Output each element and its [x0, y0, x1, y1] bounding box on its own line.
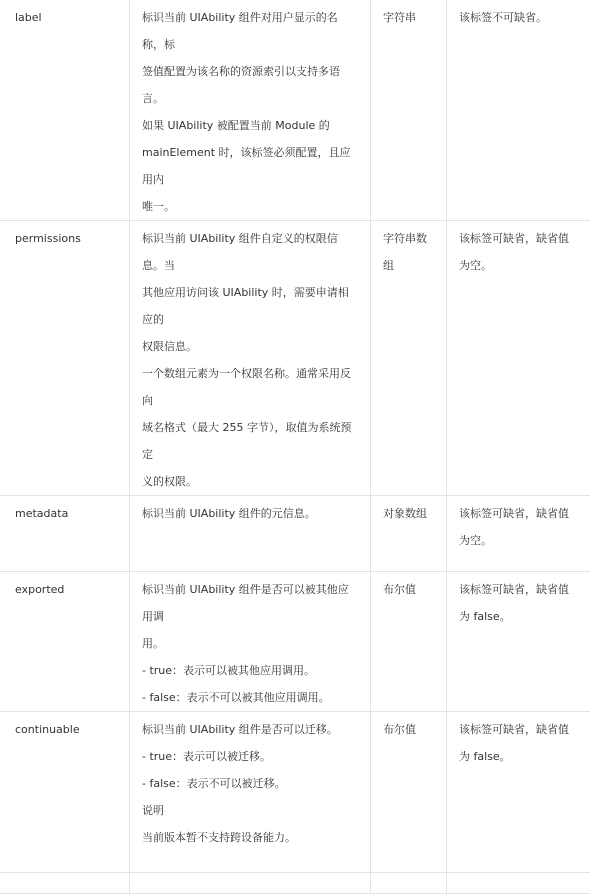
attr-required-cell: [447, 572, 590, 712]
attr-type: 布尔值: [383, 576, 438, 603]
attr-name-cell: [0, 712, 130, 873]
attr-desc-line: - true：表示可以被其他应用调用。: [142, 657, 358, 684]
empty-cell: [371, 873, 447, 894]
empty-cell: [447, 873, 590, 894]
attr-desc-cell: [130, 496, 371, 572]
attr-desc-cell: [130, 0, 371, 221]
table-row-metadata: [0, 496, 590, 572]
attr-desc-line: 权限信息。: [142, 333, 358, 360]
attr-type-cell: [371, 496, 447, 572]
attr-desc-line: 如果 UIAbility 被配置当前 Module 的: [142, 112, 358, 139]
attr-required-cell: [447, 712, 590, 873]
note-text: 当前版本暂不支持跨设备能力。: [142, 824, 358, 851]
attr-desc-line: 其他应用访问该 UIAbility 时，需要申请相应的: [142, 279, 358, 333]
table-row-continuable: [0, 712, 590, 873]
attr-desc-line: 义的权限。: [142, 468, 358, 495]
attr-desc-line: 标识当前 UIAbility 组件是否可以被其他应用调: [142, 576, 358, 630]
attr-type: 对象数组: [383, 500, 438, 527]
attr-desc-cell: [130, 572, 371, 712]
attr-required: 该标签不可缺省。: [459, 4, 579, 31]
attr-type: 字符串数: [383, 225, 438, 252]
attr-desc-line: 标识当前 UIAbility 组件的元信息。: [142, 500, 358, 527]
attr-required: 该标签可缺省，缺省值: [459, 225, 579, 252]
attr-required: 该标签可缺省，缺省值: [459, 716, 579, 743]
attr-desc-line: 标识当前 UIAbility 组件是否可以迁移。: [142, 716, 358, 743]
attr-required: 为空。: [459, 252, 579, 279]
attr-desc-line: - true：表示可以被迁移。: [142, 743, 358, 770]
note-label: 说明: [142, 797, 358, 824]
attr-required-cell: [447, 221, 590, 496]
attr-required: 为空。: [459, 527, 579, 554]
attr-required-cell: [447, 496, 590, 572]
attr-name: label: [15, 4, 117, 31]
attr-name-cell: [0, 221, 130, 496]
attr-desc-line: 标识当前 UIAbility 组件自定义的权限信息。当: [142, 225, 358, 279]
attr-name-cell: [0, 496, 130, 572]
attr-desc-line: - false：表示不可以被迁移。: [142, 770, 358, 797]
attr-name-cell: [0, 572, 130, 712]
empty-cell: [130, 873, 371, 894]
attr-name: exported: [15, 576, 117, 603]
attr-desc-line: mainElement 时，该标签必须配置，且应用内: [142, 139, 358, 193]
attr-type-cell: [371, 221, 447, 496]
attr-type: 组: [383, 252, 438, 279]
empty-cell: [0, 873, 130, 894]
attr-desc-line: 标识当前 UIAbility 组件对用户显示的名称，标: [142, 4, 358, 58]
attr-desc-line: 用。: [142, 630, 358, 657]
attr-desc-line: 签值配置为该名称的资源索引以支持多语言。: [142, 58, 358, 112]
attr-required: 该标签可缺省，缺省值: [459, 500, 579, 527]
attr-type-cell: [371, 712, 447, 873]
attr-name-cell: [0, 0, 130, 221]
attr-desc-line: 唯一。: [142, 193, 358, 220]
attr-desc-line: - false：表示不可以被其他应用调用。: [142, 684, 358, 711]
attr-type-cell: [371, 0, 447, 221]
attr-name: metadata: [15, 500, 117, 527]
table-row-permissions: [0, 221, 590, 496]
attr-desc-line: 域名格式（最大 255 字节），取值为系统预定: [142, 414, 358, 468]
attr-required-cell: [447, 0, 590, 221]
attr-required: 为 false。: [459, 743, 579, 770]
table-row-cutoff: [0, 873, 590, 894]
attr-type-cell: [371, 572, 447, 712]
attr-name: permissions: [15, 225, 117, 252]
attr-type: 字符串: [383, 4, 438, 31]
table-row-label: [0, 0, 590, 221]
attr-desc-cell: [130, 221, 371, 496]
attr-desc-cell: [130, 712, 371, 873]
attr-desc-line: 一个数组元素为一个权限名称。通常采用反向: [142, 360, 358, 414]
attr-type: 布尔值: [383, 716, 438, 743]
attr-name: continuable: [15, 716, 117, 743]
attr-required: 为 false。: [459, 603, 579, 630]
table-row-exported: [0, 572, 590, 712]
attr-required: 该标签可缺省，缺省值: [459, 576, 579, 603]
